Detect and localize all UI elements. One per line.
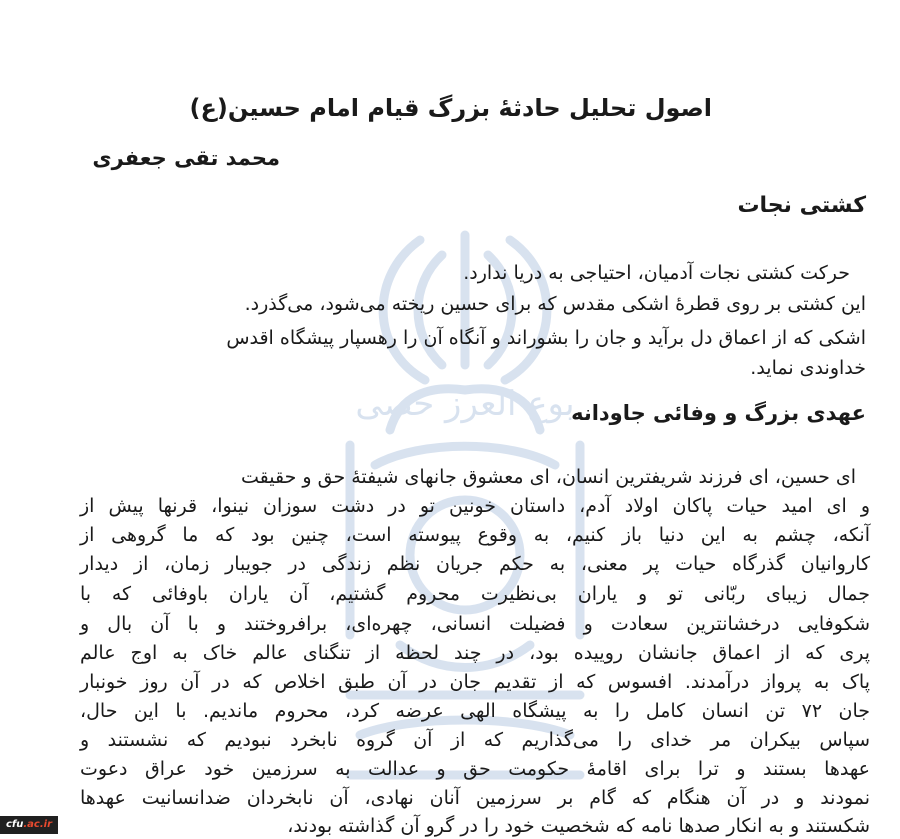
paragraph-line: کاروانیان گذرگاه حیات پر معنی، به حکم جریان نظم زندگی در جویبار زمان، از دیدار xyxy=(80,553,870,575)
logo-domain: .ac.ir xyxy=(23,819,53,830)
paragraph-line: شکستند و به انکار صدها نامه که شخصیت خود را در گرو آن گذاشته بودند، xyxy=(287,815,870,837)
watermark-script: بوع العرز حصی xyxy=(355,384,575,424)
paragraph-line: و ای امید حیات پاکان اولاد آدم، داستان خونین تو در دشت سوزان نینوا، قرنها پیش از xyxy=(80,495,870,517)
paragraph-line: پاک به پرواز درآمدند. افسوس که از تقدیم جان در آن طبق اخلاص که در آن روز خونبار xyxy=(80,671,870,693)
logo-text: cfu xyxy=(5,819,24,830)
paragraph-line: نمودند و در آن هنگام که گام بر سرزمین آنان نهادی، آن نابخردان ضدانسانیت عهدها xyxy=(80,787,870,809)
paragraph-line: شکوفایی درخشانترین سعادت و فضیلت انسانی، چهره‌ای، برافروختند و با آن بال و xyxy=(80,613,870,635)
article-title: اصول تحلیل حادثۀ بزرگ قیام امام حسین(ع) xyxy=(189,94,712,122)
site-logo xyxy=(0,816,58,834)
paragraph-line: ای حسین، ای فرزند شریفترین انسان، ای معشوق جانهای شیفتۀ حق و حقیقت xyxy=(240,466,856,488)
paragraph-line: پری که از اعماق جانشان روییده بود، در چند لحظه از تنگنای عالم خاک به اوج عالم xyxy=(80,642,870,664)
article-author: محمد تقی جعفری xyxy=(92,146,280,170)
section-heading-rescue-ship: کشتی نجات xyxy=(737,193,866,218)
paragraph-line: عهدها بستند و ترا برای اقامۀ حکومت حق و عدالت به سرزمین خود عراق دعوت xyxy=(80,758,870,780)
section-heading-great-covenant: عهدی بزرگ و وفائی جاودانه xyxy=(571,401,866,425)
paragraph-line: خداوندی نماید. xyxy=(750,357,866,379)
paragraph-line: حرکت کشتی نجات آدمیان، احتیاجی به دریا ندارد. xyxy=(463,262,850,284)
paragraph-line: اشکی که از اعماق دل برآید و جان را بشوراند و آنگاه آن را رهسپار پیشگاه اقدس xyxy=(226,327,866,349)
paragraph-line: جان ۷۲ تن انسان کامل را به پیشگاه الهی عرضه کرد، محروم ماندیم. با این حال، xyxy=(80,700,870,722)
paragraph-line: آنکه، چشم به این دنیا باز کنیم، به وقوع پیوسته است، چنین بود که ما گروهی از xyxy=(80,524,870,546)
paragraph-line: این کشتی بر روی قطرۀ اشکی مقدس که برای حسین ریخته می‌شود، می‌گذرد. xyxy=(244,293,866,315)
paragraph-line: جمال زیبای ربّانی تو و یاران بی‌نظیرت محروم گشتیم، آن یاران باوفائی که با xyxy=(80,583,870,605)
paragraph-line: سپاس بیکران مر خدای را می‌گذاریم که از آن گروه نابخرد نبودیم که نشستند و xyxy=(80,729,870,751)
